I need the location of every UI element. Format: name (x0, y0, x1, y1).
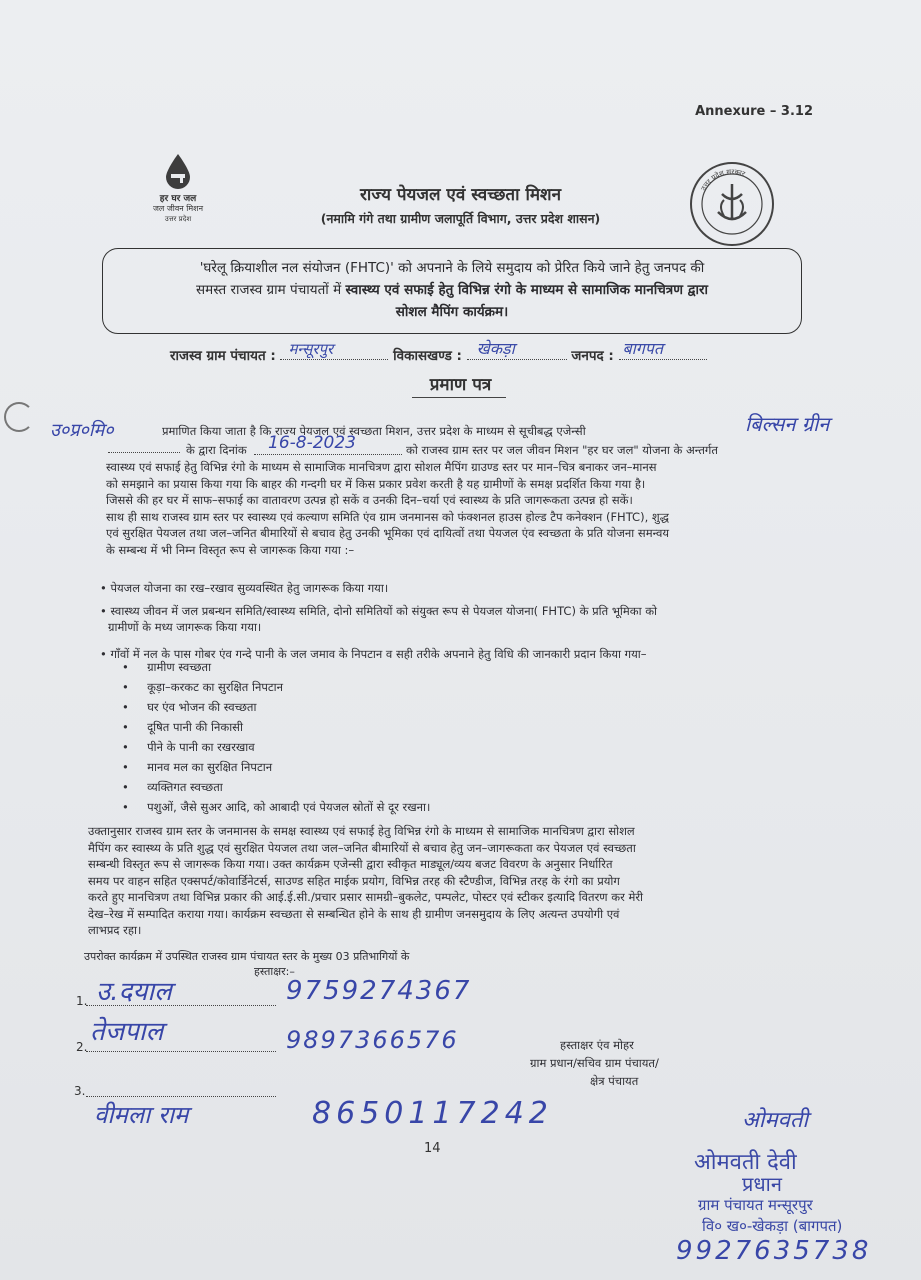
participant-3-num: 3. (74, 1084, 86, 1098)
page-number: 14 (424, 1141, 441, 1156)
program-date: 16-8-2023 (268, 433, 356, 453)
list-item: • गाँवों में नल के पास गोबर एंव गन्दे पानी के जल जमाव के निपटान व सही तरीके अपनाने हेतु विधि की जानकारी प्रदान किया गया– (100, 646, 647, 661)
block-value: खेकड़ा (476, 339, 515, 358)
list-item: • व्यक्तिगत स्वच्छता (122, 780, 223, 794)
participant-3-line (86, 1096, 276, 1097)
bullet-list (100, 580, 812, 662)
annexure-label: Annexure – 3.12 (695, 104, 813, 119)
cert-body-line: स्वास्थ्य एवं सफाई हेतु विभिन्न रंगो के माध्यम से सामाजिक मानचित्रण द्वारा सोशल मैपिंग ग्राउण्ड स्तर पर मान–चित्र बनाकर जन–मानस (106, 460, 657, 474)
stamp-block: वि० ख०-खेकड़ा (बागपत) (702, 1217, 843, 1235)
district-field (619, 339, 707, 360)
closing-line: देख–रेख में सम्पादित कराया गया। कार्यक्रम स्वच्छता से सम्बन्धित होने के साथ ही ग्रामीण जनसमुदाय के लिए अत्यन्त उपयोगी एवं (88, 906, 620, 921)
closing-line: मैपिंग कर स्वास्थ्य के प्रति शुद्ध एवं सुरक्षित पेयजल तथा जल–जनित बीमारियों से बचाव हेतु जन–जागरूकता कर पेयजल एवं स्वच्छता (88, 840, 636, 855)
program-line-3 (115, 301, 789, 323)
emblem-text: उत्तर प्रदेश सरकार (699, 167, 747, 193)
cert-body-line: साथ ही साथ राजस्व ग्राम स्तर पर स्वास्थ्य एवं कल्याण समिति एंव ग्राम जनमानस को फंक्शनल हाउस होल्ड टैप कनेक्शन (FHTC), शुद्ध (106, 509, 669, 524)
seal-label-1: हस्ताक्षर एंव मोहर (560, 1038, 634, 1052)
closing-line: उक्तानुसार राजस्व ग्राम स्तर के जनमानस के समक्ष स्वास्थ्य एवं सफाई हेतु विभिन्न रंगो के माध्यम से सामाजिक मानचित्रण द्वारा सोशल (88, 824, 635, 838)
mission-title: राज्य पेयजल एवं स्वच्छता मिशन (359, 185, 562, 205)
participant-2-name: तेजपाल (90, 1017, 164, 1047)
list-item: • ग्रामीण स्वच्छता (122, 660, 212, 674)
punch-hole-mark (4, 402, 34, 432)
district-value: बागपत (622, 339, 663, 358)
closing-line: लाभप्रद रहा। (88, 923, 142, 937)
agency-dots (108, 452, 180, 453)
agency-name: बिल्सन ग्रीन (745, 412, 830, 436)
program-line-2 (115, 279, 789, 301)
location-fields-row (170, 339, 707, 364)
logo-line-3: उत्तर प्रदेश (164, 215, 192, 223)
pradhan-signature: ओमवती (742, 1108, 809, 1133)
block-field (467, 339, 567, 360)
date-field (254, 454, 402, 455)
cert-line-1: प्रमाणित किया जाता है कि राज्य पेयजल एवं स्वच्छता मिशन, उत्तर प्रदेश के माध्यम से सूचीबद्ध एजेन्सी (162, 424, 586, 438)
stamp-village: ग्राम पंचायत मन्सूरपुर (698, 1196, 813, 1214)
logo-line-2: जल जीवन मिशन (152, 204, 204, 213)
program-line-2-plain: समस्त राजस्व ग्राम पंचायतों में (196, 282, 346, 298)
participant-2-num: 2. (76, 1040, 88, 1054)
stamp-phone: 9927635738 (676, 1236, 872, 1266)
cert-body-line: के सम्बन्ध में भी निम्न विस्तृत रूप से जागरूक किया गया :– (106, 542, 355, 557)
mission-subtitle: (नमामि गंगे तथा ग्रामीण जलापूर्ति विभाग, उत्तर प्रदेश शासन) (320, 211, 601, 226)
gram-panchayat-field (280, 340, 388, 360)
block-label: विकासखण्ड : (393, 348, 462, 364)
program-line-1: 'घरेलू क्रियाशील नल संयोजन (FHTC)' को अपनाने के लिये समुदाय को प्रेरित किये जाने हेतु जनपद की (199, 260, 705, 276)
closing-line: समय पर वाहन सहित एक्सपर्ट/कोवार्डिनेटर्स, साउण्ड सहित माईक प्रयोग, विभिन्न तरह की स्टैण्डीज, विभिन्न तरह के रंगो का प्रयोग (88, 873, 620, 888)
list-item: • मानव मल का सुरक्षित निपटान (122, 760, 273, 774)
list-item: • पशुओं, जैसे सुअर आदि, को आबादी एवं पेयजल स्रोतों से दूर रखना। (122, 800, 431, 814)
stamp-designation: प्रधान (742, 1172, 782, 1196)
list-item: • कूड़ा–करकट का सुरक्षित निपटान (122, 680, 284, 694)
margin-note: उ०प्र०मि० (50, 420, 114, 441)
participant-1-num: 1. (76, 994, 88, 1008)
closing-paragraph (88, 823, 808, 939)
gram-panchayat-label: राजस्व ग्राम पंचायत : (170, 348, 276, 364)
list-item-cont: ग्रामीणों के मध्य जागरूक किया गया। (108, 620, 262, 634)
list-item: • पेयजल योजना का रख–रखाव सुव्यवस्थित हेतु जागरूक किया गया। (100, 581, 389, 595)
list-item: • दूषित पानी की निकासी (122, 720, 243, 734)
logo-line-1: हर घर जल (159, 194, 197, 204)
cert-line-2a: के द्वारा दिनांक (186, 443, 247, 457)
list-item: • पीने के पानी का रखरखाव (122, 740, 255, 754)
sub-item-list (122, 657, 722, 817)
participant-1-name: उ.दयाल (96, 977, 172, 1007)
participant-1-phone: 9759274367 (286, 976, 472, 1006)
stamp-name: ओमवती देवी (694, 1150, 797, 1175)
seal-label-2: ग्राम प्रधान/सचिव ग्राम पंचायत/ (530, 1056, 659, 1070)
cert-body-line: एवं सुरक्षित पेयजल तथा जल–जनित बीमारियों से बचाव हेतु उनकी भूमिका एवं दायित्वों तथा पेयजल एंव स्वच्छता के प्रति योजना समन्वय (106, 526, 670, 540)
cert-body-line: को समझाने का प्रयास किया गया कि बाहर की गन्दगी घर में किस प्रकार प्रवेश करती है यह ग्रामीणों के समक्ष प्रदर्शित किया गया है। (106, 476, 646, 491)
participant-3-phone: 8650117242 (312, 1096, 553, 1131)
seal-label-3: क्षेत्र पंचायत (590, 1074, 639, 1088)
program-line-2-bold: स्वास्थ्य एवं सफाई हेतु विभिन्न रंगो के माध्यम से सामाजिक मानचित्रण द्वारा (345, 282, 708, 298)
participants-sign-label: हस्ताक्षर:– (254, 965, 295, 978)
district-label: जनपद : (571, 348, 614, 364)
program-description-box (102, 248, 802, 334)
cert-line-2b: को राजस्व ग्राम स्तर पर जल जीवन मिशन "हर घर जल" योजना के अन्तर्गत (406, 443, 718, 457)
closing-line: सम्बन्धी विस्तृत रूप से जागरूक किया गया। उक्त कार्यक्रम एजेन्सी द्वारा स्वीकृत माड्यूल/व्यय बजट विवरण के अनुसार निर्धारित (88, 857, 613, 871)
participant-2-line (86, 1051, 276, 1052)
certificate-heading-underline (412, 397, 506, 398)
list-item: • स्वास्थ्य जीवन में जल प्रबन्धन समिति/स्वास्थ्य समिति, दोनो समितियों को संयुक्त रूप से पेयजल योजना( FHTC) के प्रति भूमिका को (100, 603, 658, 618)
closing-line: करते हुए मानचित्रण तथा विभिन्न प्रकार की आई.ई.सी./प्रचार प्रसार सामग्री–बुकलेट, पम्पलेट, पोस्टर एवं स्टीकर इत्यादि वितरण कर मेरी (88, 890, 644, 904)
participant-3-name: वीमला राम (94, 1101, 189, 1129)
certificate-heading: प्रमाण पत्र (429, 375, 492, 395)
cert-body-line: जिससे की हर घर में साफ–सफाई का वातावरण उत्पन्न हो सकें व उनकी दिन–चर्या एवं स्वास्थ्य के प्रति जागरूकता उत्पन्न हो सकें। (106, 493, 633, 507)
list-item: • घर एंव भोजन की स्वच्छता (122, 700, 257, 714)
participants-intro: उपरोक्त कार्यक्रम में उपस्थित राजस्व ग्राम पंचायत स्तर के मुख्य 03 प्रतिभागियों के (84, 950, 410, 963)
program-line-3-bold: सोशल मैपिंग कार्यक्रम। (395, 304, 509, 320)
participant-2-phone: 9897366576 (286, 1026, 459, 1054)
gram-panchayat-value: मन्सूरपुर (288, 340, 334, 358)
cert-body (106, 459, 812, 558)
